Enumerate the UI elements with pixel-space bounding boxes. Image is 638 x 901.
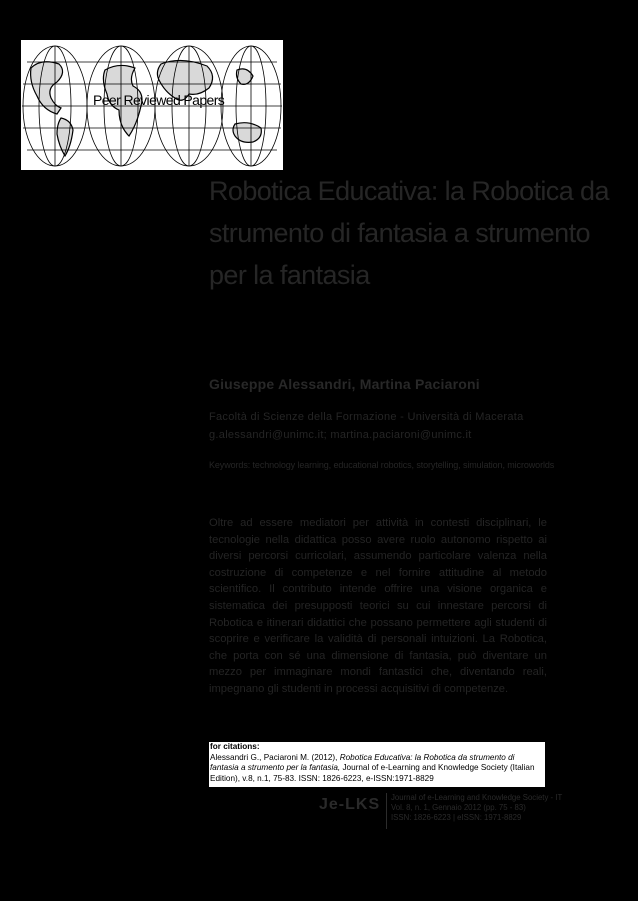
citation-text [210,753,544,785]
journal-issn: ISSN: 1826-6223 | eISSN: 1971-8829 [391,813,522,822]
footer-divider [386,793,387,829]
author-emails: g.alessandri@unimc.it; martina.paciaroni@unimc.it [209,429,472,441]
citation-box [209,742,545,787]
peer-reviewed-label: Peer Reviewed Papers [93,92,225,108]
keywords: Keywords: technology learning, educational robotics, storytelling, simulation, microworlds [209,460,555,470]
citation-rest: Journal of e-Learning and Knowledge Society (Italian Edition), v.8, n.1, 75-83. ISSN: 1826-6223, e-ISSN:1971-8829 [210,763,535,783]
author-affiliation-block [209,408,524,444]
citation-authors: Alessandri G., Paciaroni M. (2012), [210,752,340,762]
citation-title: Robotica Educativa: la Robotica da strumento di fantasia a strumento per la fantasia, [210,752,515,773]
affiliation: Facoltà di Scienze della Formazione - Università di Macerata [209,411,524,423]
journal-logo: Je-LKS [319,796,381,813]
journal-name: Journal of e-Learning and Knowledge Society - IT [391,793,563,802]
article-title: Robotica Educativa: la Robotica da strumento di fantasia a strumento per la fantasia [209,176,609,290]
journal-info [391,793,562,823]
abstract: Oltre ad essere mediatori per attività in contesti disciplinari, le tecnologie nella didattica posso avere ruolo autonomo rispetto ai diversi percorsi curricolari, assumendo particolare valenza nella costruzione di competenze e nel fornire attitudine al metodo scientifico. Il contributo intende offrire una visione organica e sistematica dei presupposti teorici su cui innestare percorsi di Robotica e itinerari didattici che possano permettere agli studenti di scoprire e verificare la validità di personali intuizioni. La Robotica, che porta con sé una dimensione di fantasia, può diventare un mezzo per immaginare mondi fantastici che, diventando reali, impegnano gli studenti in processi acquisitivi di competenze. [209,517,547,695]
citation-heading: for citations: [210,742,260,751]
journal-volume: Vol. 8, n. 1, Gennaio 2012 (pp. 75 - 83) [391,803,526,812]
header-logo-box [21,40,283,170]
article-authors: Giuseppe Alessandri, Martina Paciaroni [209,376,480,392]
